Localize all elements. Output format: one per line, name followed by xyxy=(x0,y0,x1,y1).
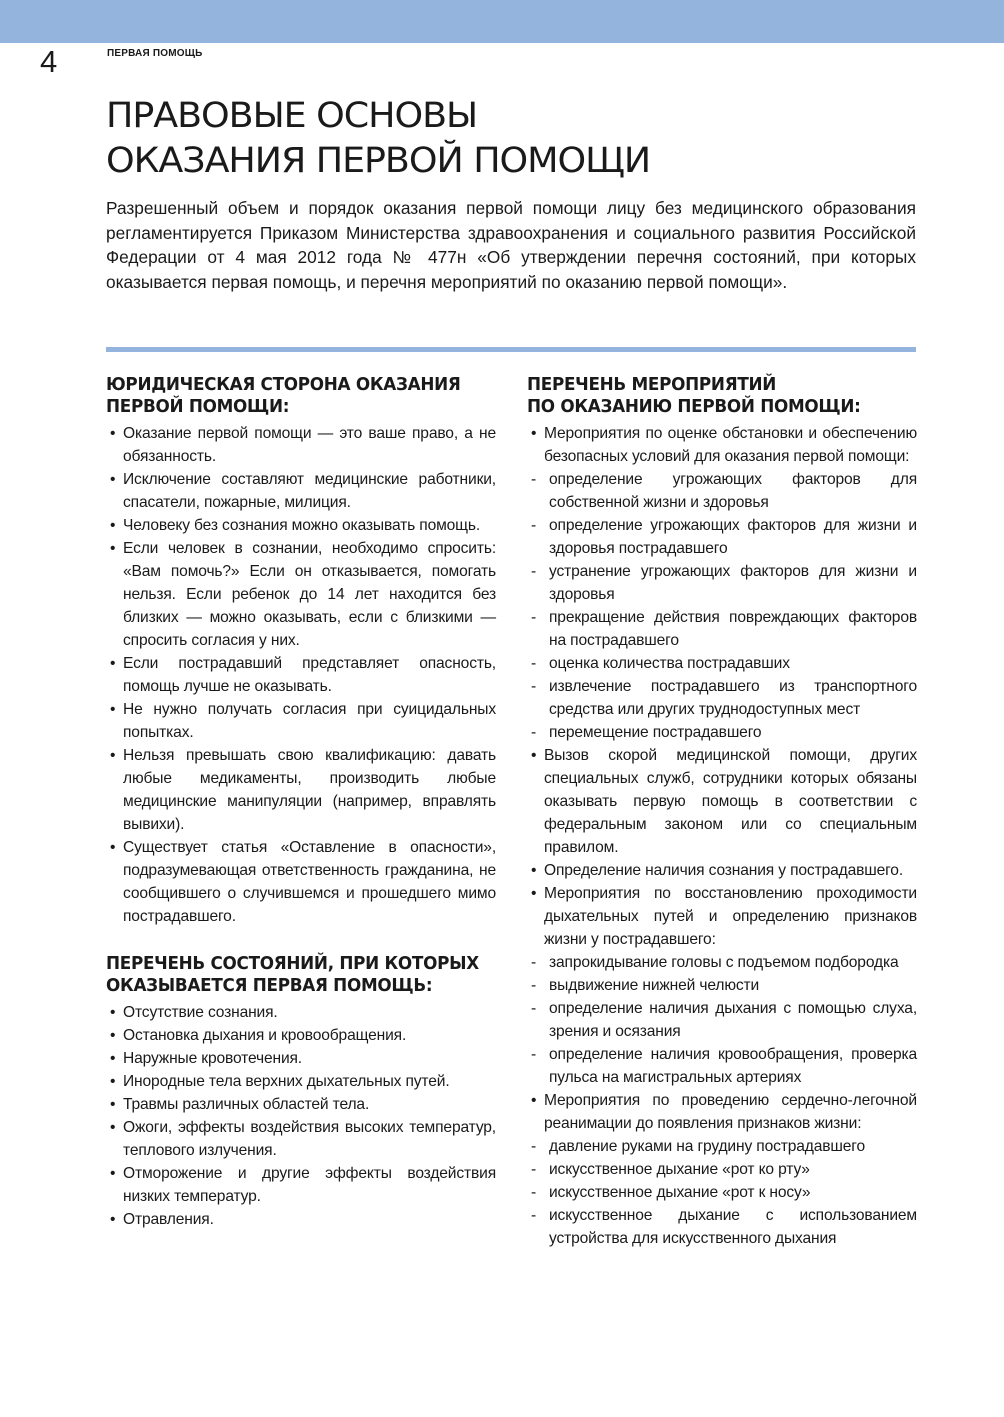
sub-list-item: - запрокидывание головы с подъемом подбородка xyxy=(527,951,917,974)
list-item: • Человеку без сознания можно оказывать помощь. xyxy=(106,514,496,537)
sub-list-item: - искусственное дыхание с использованием устройства для искусственного дыхания xyxy=(527,1204,917,1250)
page-title xyxy=(106,94,959,184)
sub-list-item: - извлечение пострадавшего из транспортного средства или других труднодоступных мест xyxy=(527,675,917,721)
legal-heading xyxy=(106,374,500,418)
list-item: • Существует статья «Оставление в опасности», подразумевающая ответственность гражданина, не сообщившего о случившемся и прошедшего мимо пострадавшего. xyxy=(106,836,496,928)
intro-paragraph: Разрешенный объем и порядок оказания первой помощи лицу без медицинского образования регламентируется Приказом Министерства здравоохранения и социального развития Российской Федерации от 4 мая 2012 года № 477н «Об утверждении перечня состояний, при которых оказывается первая помощь, и перечня мероприятий по оказанию первой помощи». xyxy=(106,198,916,292)
section-divider xyxy=(106,347,916,352)
list-item: • Не нужно получать согласия при суицидальных попытках. xyxy=(106,698,496,744)
left-column xyxy=(106,374,496,1231)
running-head: ПЕРВАЯ ПОМОЩЬ xyxy=(107,48,203,59)
legal-list xyxy=(106,422,496,928)
list-item: • Остановка дыхания и кровообращения. xyxy=(106,1024,496,1047)
list-item: • Мероприятия по оценке обстановки и обеспечению безопасных условий для оказания первой помощи: xyxy=(527,422,917,468)
conditions-heading-line2: ОКАЗЫВАЕТСЯ ПЕРВАЯ ПОМОЩЬ: xyxy=(106,976,433,996)
list-item: • Нельзя превышать свою квалификацию: давать любые медикаменты, производить любые медицинские манипуляции (например, вправлять вывихи). xyxy=(106,744,496,836)
sub-list-item: - определение угрожающих факторов для жизни и здоровья пострадавшего xyxy=(527,514,917,560)
sub-list-item: - искусственное дыхание «рот ко рту» xyxy=(527,1158,917,1181)
list-item: • Отсутствие сознания. xyxy=(106,1001,496,1024)
header-band xyxy=(0,0,1004,43)
measures-list xyxy=(527,422,917,1250)
measures-heading xyxy=(527,374,921,418)
sub-list-item: - определение наличия дыхания с помощью слуха, зрения и осязания xyxy=(527,997,917,1043)
page-title-line1: ПРАВОВЫЕ ОСНОВЫ xyxy=(106,96,478,136)
sub-list-item: - перемещение пострадавшего xyxy=(527,721,917,744)
sub-list-item: - оценка количества пострадавших xyxy=(527,652,917,675)
legal-heading-line2: ПЕРВОЙ ПОМОЩИ: xyxy=(106,397,290,417)
page-number: 4 xyxy=(40,44,58,79)
list-item: • Если человек в сознании, необходимо спросить: «Вам помочь?» Если он отказывается, помогать нельзя. Если ребенок до 14 лет находится без близких — можно оказывать, если с близкими — спросить согласия у них. xyxy=(106,537,496,652)
sub-list-item: - давление руками на грудину пострадавшего xyxy=(527,1135,917,1158)
list-item: • Вызов скорой медицинской помощи, других специальных служб, сотрудники которых обязаны оказывать первую помощь в соответствии с федеральным законом или со специальным правилом. xyxy=(527,744,917,859)
sub-list-item: - прекращение действия повреждающих факторов на пострадавшего xyxy=(527,606,917,652)
list-item: • Мероприятия по восстановлению проходимости дыхательных путей и определению признаков жизни у пострадавшего: xyxy=(527,882,917,951)
sub-list-item: - искусственное дыхание «рот к носу» xyxy=(527,1181,917,1204)
page-title-line2: ОКАЗАНИЯ ПЕРВОЙ ПОМОЩИ xyxy=(106,141,651,181)
list-item: • Инородные тела верхних дыхательных путей. xyxy=(106,1070,496,1093)
list-item: • Исключение составляют медицинские работники, спасатели, пожарные, милиция. xyxy=(106,468,496,514)
list-item: • Если пострадавший представляет опасность, помощь лучше не оказывать. xyxy=(106,652,496,698)
sub-list-item: - выдвижение нижней челюсти xyxy=(527,974,917,997)
sub-list-item: - устранение угрожающих факторов для жизни и здоровья xyxy=(527,560,917,606)
list-item: • Отморожение и другие эффекты воздействия низких температур. xyxy=(106,1162,496,1208)
list-item: • Отравления. xyxy=(106,1208,496,1231)
list-item: • Травмы различных областей тела. xyxy=(106,1093,496,1116)
sub-list-item: - определение угрожающих факторов для собственной жизни и здоровья xyxy=(527,468,917,514)
conditions-list xyxy=(106,1001,496,1231)
list-item: • Наружные кровотечения. xyxy=(106,1047,496,1070)
right-column xyxy=(527,374,917,1250)
conditions-heading xyxy=(106,953,500,997)
list-item: • Ожоги, эффекты воздействия высоких температур, теплового излучения. xyxy=(106,1116,496,1162)
legal-heading-line1: ЮРИДИЧЕСКАЯ СТОРОНА ОКАЗАНИЯ xyxy=(106,375,461,395)
sub-list-item: - определение наличия кровообращения, проверка пульса на магистральных артериях xyxy=(527,1043,917,1089)
list-item: • Мероприятия по проведению сердечно-легочной реанимации до появления признаков жизни: xyxy=(527,1089,917,1135)
measures-heading-line2: ПО ОКАЗАНИЮ ПЕРВОЙ ПОМОЩИ: xyxy=(527,397,861,417)
list-item: • Оказание первой помощи — это ваше право, а не обязанность. xyxy=(106,422,496,468)
list-item: • Определение наличия сознания у пострадавшего. xyxy=(527,859,917,882)
measures-heading-line1: ПЕРЕЧЕНЬ МЕРОПРИЯТИЙ xyxy=(527,375,777,395)
conditions-heading-line1: ПЕРЕЧЕНЬ СОСТОЯНИЙ, ПРИ КОТОРЫХ xyxy=(106,954,479,974)
